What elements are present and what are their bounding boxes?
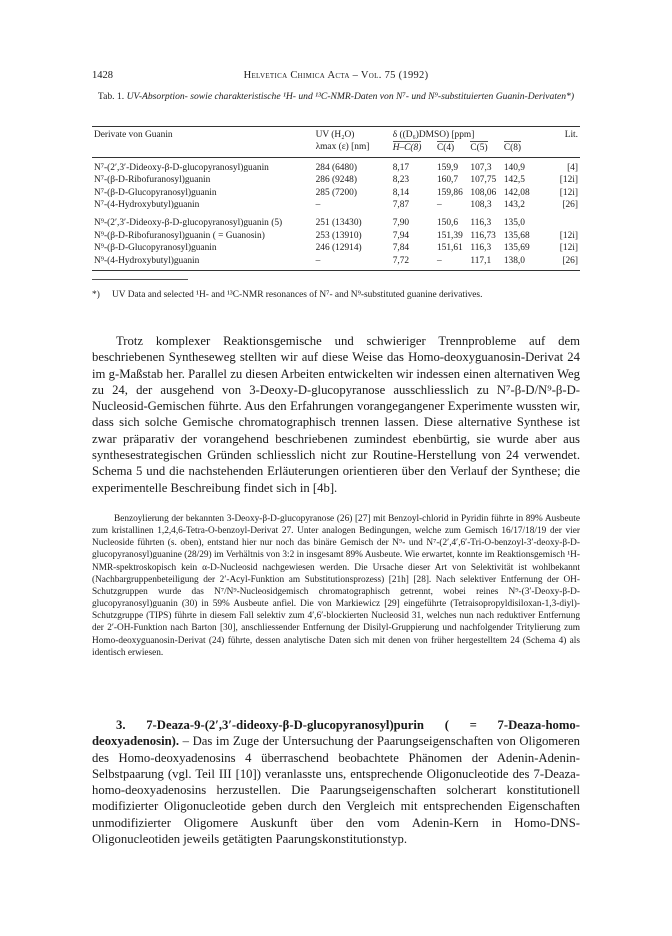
footnote-mark: *) — [92, 290, 100, 300]
running-head — [92, 70, 580, 84]
cell-c8: 135,69 — [503, 243, 530, 254]
data-table — [92, 126, 580, 271]
table-caption-prefix: Tab. 1. — [97, 91, 127, 102]
cell-c4: – — [435, 255, 468, 271]
table-footnote — [92, 290, 580, 300]
cell-lit: [12i] — [559, 187, 578, 198]
footnote-rule — [92, 279, 188, 280]
cell-lit — [547, 211, 580, 229]
cell-name: N⁷-(4-Hydroxybutyl)guanin — [94, 200, 200, 211]
cell-h8: 8,14 — [392, 187, 410, 198]
cell-name: N⁹-(4-Hydroxybutyl)guanin — [92, 255, 314, 271]
table-caption-text: UV-Absorption- sowie charakteristische ¹H- und ¹³C-NMR-Daten von N⁷- und N⁹-substituierten Guanin-Derivaten*) — [126, 91, 575, 102]
cell-lit: [12i] — [559, 230, 578, 241]
body-paragraph-small: Benzoylierung der bekannten 3-Deoxy-β-D-glucopyranose (26) [27] mit Benzoyl-chlorid in Pyridin führte in 89% Ausbeute zum kristallinen 1,2,4,6-Tetra-O-benzoyl-Derivat 27. Unter analogen Bedingungen, welche zum Gemisch 16/17/18/19 der vier Nucleoside führten (s. oben), entstand hier nur noch das binäre Gemisch der N⁹- und N⁷-(2′,4′,6′-Tri-O-benzoyl-3′-deoxy-β-D-glucopyranosyl)guanine (28/29) im Verhältnis von 3:2 in insgesamt 89% Ausbeute. Wie erwartet, konnte im Reaktionsgemisch ¹H-NMR-spektroskopisch kein α-D-Nucleosid nachgewiesen werden. Die Ursache dieser Art von Selektivität ist wohlbekannt (Nachbargruppenbeteiligung der 2′-Acyl-Funktion am Substitutionsprozess) [21h] [28]. Nach selektiver Entfernung der OH-Schutzgruppen wurde das N⁷/N⁹-Nucleosidgemisch chromatographisch getrennt, wobei reines N⁹-(3′-Deoxy-β-D-glucopyranosyl)guanin (30) in 59% Ausbeute anfiel. Die von Markiewicz [29] eingeführte (Tetraisopropyldisiloxan-1,3-diyl)-Schutzgruppe (TIPS) führte in diesem Fall selektiv zum 4′,6′-blockierten Nucleosid 31, welches nun nach reduktiver Entfernung der 2′-OH-Funktion nach Barton [30], anschliessender Entfernung der Disilyl-Gruppierung und nachfolgender Tritylierung zum Homo-deoxyguanosin-Derivat (24) führte, dessen analytische Daten sich mit denen von früher hergestelltem 24 (Schema 4) als identisch erwiesen. — [92, 514, 580, 658]
cell-lit: [12i] — [559, 175, 578, 186]
cell-uv: – — [314, 255, 391, 271]
cell-c8: 135,68 — [503, 230, 530, 241]
journal-title: Helvetica Chimica Acta – Vol. 75 (1992) — [243, 70, 429, 81]
cell-c5: 116,73 — [470, 230, 496, 241]
cell-c4: 150,6 — [436, 218, 459, 229]
cell-c4: 159,86 — [436, 187, 463, 198]
table-row — [92, 174, 580, 186]
cell-lit: [4] — [567, 162, 578, 173]
cell-c8: 142,08 — [503, 187, 530, 198]
footnote-text: UV Data and selected ¹H- and ¹³C-NMR resonances of N⁷- and N⁹-substituted guanine derivatives. — [112, 290, 483, 300]
header-c5: C(5) — [470, 143, 488, 154]
cell-name: N⁷-(β-D-Glucopyranosyl)guanin — [94, 187, 217, 198]
cell-c8: 140,9 — [503, 162, 525, 173]
cell-h8: 7,87 — [392, 200, 410, 211]
header-uv: UV (H₂O) — [314, 127, 391, 142]
cell-c5: 108,3 — [470, 200, 492, 211]
cell-lit: [26] — [562, 200, 578, 211]
cell-uv: 253 (13910) — [315, 230, 362, 241]
cell-name: N⁷-(β-D-Ribofuranosyl)guanin — [94, 175, 211, 186]
body-paragraph-1: Trotz komplexer Reaktionsgemische und schwieriger Trennprobleme auf dem beschriebenen Syntheseweg stellten wir auf diese Weise das Homo-deoxyguanosin-Derivat 24 im g-Maßstab her. Parallel zu diesen Arbeiten entwickelten wir indessen einen alternativen Weg zu 24, der ausgehend von 3-Deoxy-D-glucopyranose ausschliesslich zu N⁷-β-D/N⁹-β-D-Nucleosid-Gemischen führte. Aus den Erfahrungen vorangegangener Experimente wussten wir, dass sich solche Gemische chromatographisch trennen lassen. Diese alternative Synthese ist zwar präparativ der vorangehend beschriebenen zumindest ebenbürtig, sie wurde aber aus synthesestrategischen Gründen schliesslich nicht zur Routine-Herstellung von 24 verwendet. Schema 5 und die nachstehenden Erläuterungen orientieren über den Verlauf der Synthese; die experimentelle Beschreibung findet sich in [4b]. — [92, 334, 580, 495]
table-row — [92, 199, 580, 211]
header-c8: C(8) — [503, 143, 522, 154]
cell-name: N⁹-(β-D-Glucopyranosyl)guanin — [94, 243, 217, 254]
table-caption — [92, 91, 580, 104]
cell-h8: 8,17 — [392, 162, 410, 173]
cell-c5: 107,75 — [470, 175, 497, 186]
table-row — [92, 211, 580, 229]
cell-c5: 117,1 — [468, 255, 501, 271]
cell-name: N⁹-(β-D-Ribofuranosyl)guanin ( = Guanosin) — [94, 230, 265, 241]
header-uv-sub: λmax (ε) [nm] — [314, 141, 391, 157]
cell-h8: 7,94 — [392, 230, 410, 241]
cell-c8: 135,0 — [503, 218, 525, 229]
cell-c4: 159,9 — [436, 162, 459, 173]
cell-h8: 7,90 — [392, 218, 410, 229]
cell-lit: [12i] — [559, 243, 578, 254]
cell-uv: 286 (9248) — [315, 175, 357, 186]
cell-c5: 116,3 — [470, 218, 492, 229]
header-nmr: δ ((D₆)DMSO) [ppm] — [391, 127, 548, 142]
table-row — [92, 255, 580, 271]
cell-c5: 107,3 — [470, 162, 492, 173]
body-paragraph-3 — [92, 717, 580, 847]
table-row — [92, 187, 580, 199]
header-derivative: Derivate von Guanin — [92, 127, 314, 142]
table-row — [92, 157, 580, 174]
cell-lit: [26] — [547, 255, 580, 271]
cell-uv: 285 (7200) — [315, 187, 357, 198]
header-c4: C(4) — [436, 143, 455, 154]
cell-c8: 143,2 — [503, 200, 525, 211]
cell-uv: 246 (12914) — [315, 243, 362, 254]
cell-c5: 108,06 — [470, 187, 497, 198]
cell-name: N⁹-(2′,3′-Dideoxy-β-D-glucopyranosyl)guanin (5) — [94, 218, 283, 229]
header-h8: H–C(8) — [392, 143, 422, 154]
cell-name: N⁷-(2′,3′-Dideoxy-β-D-glucopyranosyl)guanin — [94, 162, 269, 173]
page-number: 1428 — [92, 70, 113, 81]
cell-c4: – — [436, 200, 442, 211]
cell-uv: – — [315, 200, 321, 211]
cell-uv: 284 (6480) — [315, 162, 357, 173]
cell-c4: 151,39 — [436, 230, 463, 241]
table-row — [92, 242, 580, 254]
cell-h8: 7,72 — [391, 255, 435, 271]
cell-c4: 160,7 — [436, 175, 459, 186]
table-row — [92, 230, 580, 242]
cell-c5: 116,3 — [470, 243, 492, 254]
section-text: – Das im Zuge der Untersuchung der Paarungseigenschaften von Oligomeren des Homo-deoxyadenosins 4 überraschend beobachtete Phänomen der Adenin-Adenin-Selbstpaarung (vgl. Teil III [10]) veranlasste uns, entsprechende Oligonucleotide des 7-Deaza-homo-deoxyadenosins herzustellen. Die Paarungseigenschaften solcherart konstitutionell modifizierter Oligonucleotide geben durch den Vergleich mit entsprechenden Eigenschaften unmodifizierter Oligomere Auskunft über den vom Adenin-Kern in Homo-DNS-Oligonucleotiden jeweils getätigten Paarungskonstitutionstyp. — [92, 734, 580, 847]
cell-h8: 8,23 — [392, 175, 410, 186]
cell-c4: 151,61 — [436, 243, 463, 254]
cell-uv: 251 (13430) — [315, 218, 362, 229]
cell-c8: 142,5 — [503, 175, 525, 186]
cell-h8: 7,84 — [392, 243, 410, 254]
header-lit: Lit. — [547, 127, 580, 142]
cell-c8: 138,0 — [502, 255, 548, 271]
section-heading: 3. 7-Deaza-9-(2′,3′-dideoxy-β-D-glucopyranosyl)purin ( = 7-Deaza-homo-deoxyadenosin). — [92, 718, 580, 749]
